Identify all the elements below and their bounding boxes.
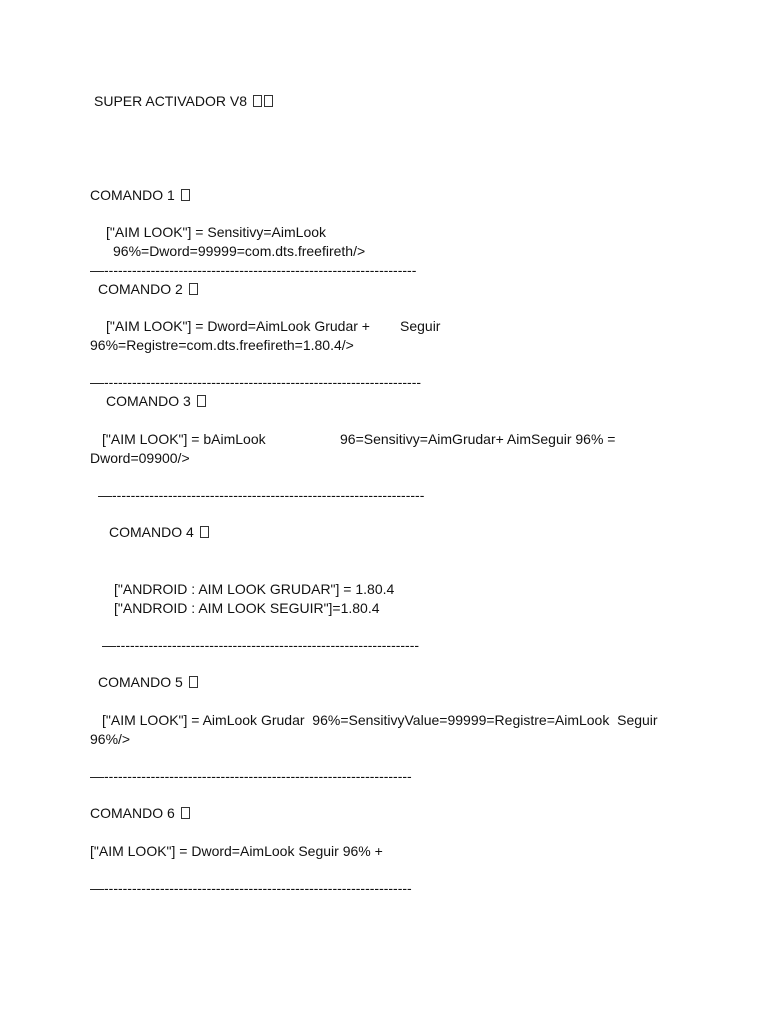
comando-4-line-2: ["ANDROID : AIM LOOK SEGUIR"]=1.80.4: [114, 600, 380, 616]
separator: —--------------------------------------------------------------------: [90, 374, 422, 390]
separator: —-----------------------------------------------------------------: [102, 637, 420, 653]
comando-3-heading: COMANDO 3: [106, 392, 206, 410]
separator: —-------------------------------------------------------------------: [90, 262, 417, 278]
comando-6-heading: COMANDO 6: [90, 804, 190, 822]
comando-5-heading: COMANDO 5: [98, 673, 198, 691]
comando-3-line-1b: 96=Sensitivy=AimGrudar+ AimSeguir 96% =: [340, 431, 616, 447]
comando-5-line-1: ["AIM LOOK"] = AimLook Grudar 96%=SensitivyValue=99999=Registre=AimLook Seguir: [102, 712, 658, 728]
box-glyph-icon: [181, 807, 190, 819]
comando-2-line-1b: Seguir: [400, 318, 441, 334]
box-glyph-icon: [200, 526, 209, 538]
comando-2-line-2: 96%=Registre=com.dts.freefireth=1.80.4/>: [90, 337, 354, 353]
comando-2-heading: COMANDO 2: [98, 280, 198, 298]
document-title: SUPER ACTIVADOR V8: [94, 92, 273, 110]
box-glyph-icon: [189, 676, 198, 688]
separator: —------------------------------------------------------------------: [90, 880, 412, 896]
comando-2-line-1a: ["AIM LOOK"] = Dword=AimLook Grudar +: [106, 318, 370, 334]
comando-4-heading: COMANDO 4: [109, 523, 209, 541]
comando-1-heading: COMANDO 1: [90, 186, 190, 204]
comando-4-line-1: ["ANDROID : AIM LOOK GRUDAR"] = 1.80.4: [114, 581, 395, 597]
comando-3-line-1a: ["AIM LOOK"] = bAimLook: [102, 431, 266, 447]
comando-3-line-2: Dword=09900/>: [90, 450, 190, 466]
box-glyph-icon: [197, 395, 206, 407]
box-glyph-icon: [253, 95, 262, 107]
comando-5-line-2: 96%/>: [90, 731, 131, 747]
box-glyph-icon: [181, 189, 190, 201]
comando-6-line-1: ["AIM LOOK"] = Dword=AimLook Seguir 96% +: [90, 843, 383, 859]
comando-1-line-2: 96%=Dword=99999=com.dts.freefireth/>: [113, 243, 366, 259]
box-glyph-icon: [264, 95, 273, 107]
comando-1-line-1: ["AIM LOOK"] = Sensitivy=AimLook: [106, 224, 327, 240]
separator: —-------------------------------------------------------------------: [98, 487, 425, 503]
box-glyph-icon: [189, 283, 198, 295]
separator: —------------------------------------------------------------------: [90, 768, 412, 784]
